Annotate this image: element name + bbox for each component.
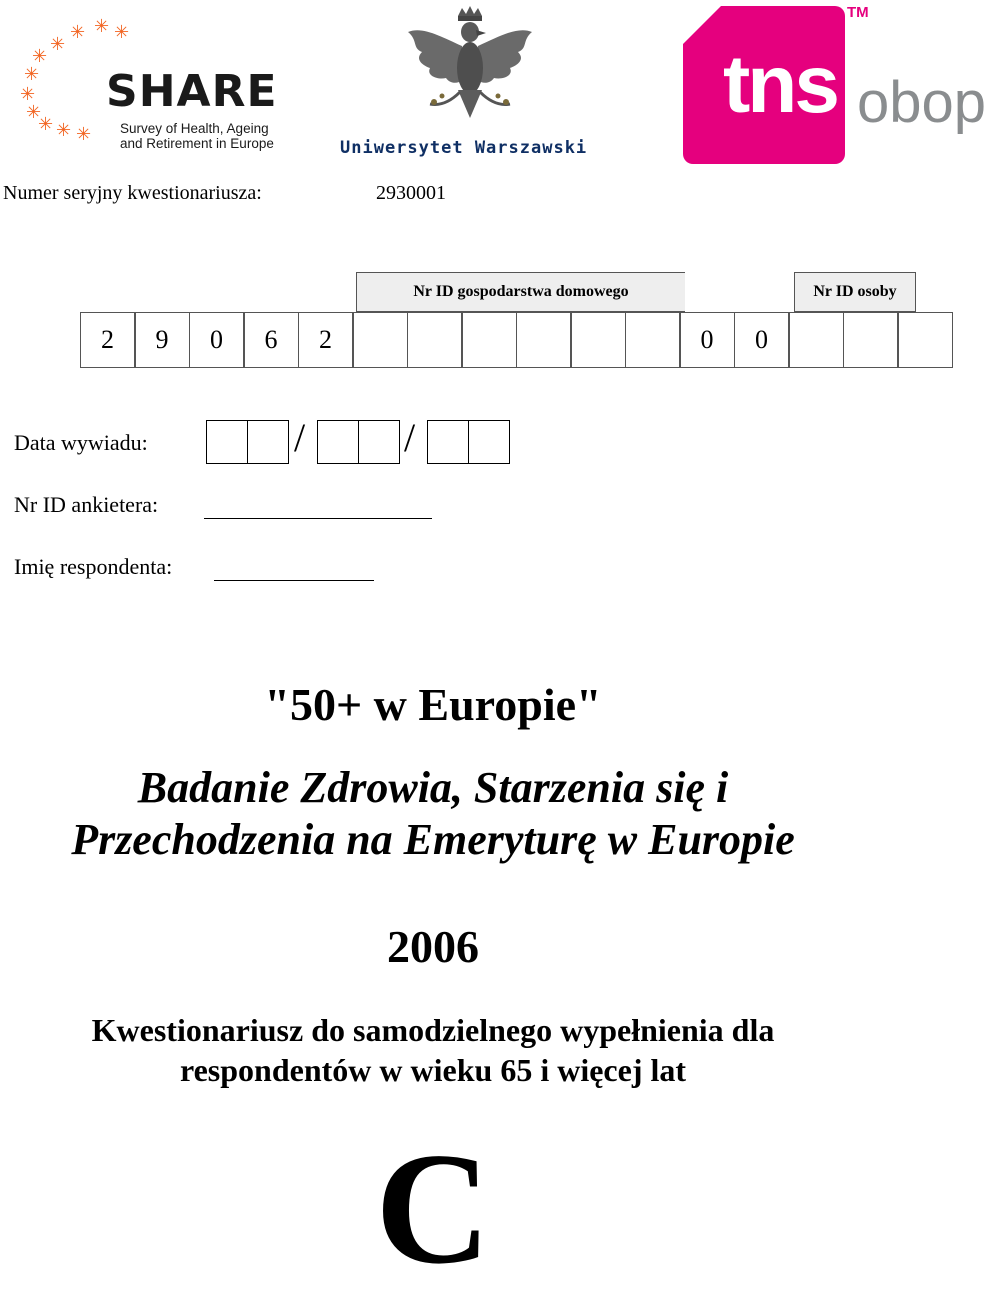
share-star-icon: ✳ bbox=[76, 124, 92, 145]
eagle-emblem-icon bbox=[400, 6, 540, 136]
share-subtitle bbox=[120, 121, 274, 151]
date-month-box-1[interactable] bbox=[317, 420, 359, 464]
date-year-box-2[interactable] bbox=[468, 420, 510, 464]
share-star-icon: ✳ bbox=[20, 84, 36, 105]
date-separator-2: / bbox=[404, 415, 416, 460]
questionnaire-form-letter: C bbox=[375, 1119, 491, 1297]
id-grid bbox=[80, 272, 916, 368]
interviewer-id-field[interactable] bbox=[204, 518, 432, 519]
id-cell-16[interactable] bbox=[898, 312, 953, 368]
share-wordmark: SHARE bbox=[106, 66, 278, 117]
tns-trademark: TM bbox=[847, 4, 869, 21]
tns-wordmark: tns bbox=[723, 39, 837, 130]
share-star-icon: ✳ bbox=[50, 34, 66, 55]
id-cell-10[interactable] bbox=[571, 312, 626, 368]
interview-date-label: Data wywiadu: bbox=[14, 430, 148, 455]
empty-header-cell bbox=[685, 272, 795, 312]
share-star-icon: ✳ bbox=[70, 22, 86, 43]
tns-obop-logo bbox=[683, 4, 986, 166]
share-star-icon: ✳ bbox=[32, 46, 48, 67]
id-cell-3[interactable]: 0 bbox=[189, 312, 244, 368]
date-separator-1: / bbox=[294, 415, 306, 460]
respondent-name-field[interactable] bbox=[214, 580, 374, 581]
id-cell-6[interactable] bbox=[353, 312, 408, 368]
share-star-icon: ✳ bbox=[114, 22, 130, 43]
household-id-header: Nr ID gospodarstwa domowego bbox=[356, 272, 686, 312]
share-star-icon: ✳ bbox=[38, 114, 54, 135]
questionnaire-description-line2: respondentów w wieku 65 i więcej lat bbox=[179, 1052, 687, 1088]
survey-subtitle-line2: Przechodzenia na Emeryturę w Europie bbox=[71, 815, 795, 864]
survey-year: 2006 bbox=[387, 921, 479, 972]
survey-title: "50+ w Europie" bbox=[264, 679, 602, 730]
id-cell-12[interactable]: 0 bbox=[680, 312, 735, 368]
serial-number-label: Numer seryjny kwestionariusza: bbox=[3, 182, 262, 204]
share-stars-icon bbox=[10, 16, 130, 148]
id-cell-8[interactable] bbox=[462, 312, 517, 368]
id-cell-1[interactable]: 2 bbox=[80, 312, 135, 368]
date-year-box-1[interactable] bbox=[427, 420, 469, 464]
share-subtitle-line1: Survey of Health, Ageing bbox=[120, 121, 269, 136]
id-cell-5[interactable]: 2 bbox=[298, 312, 353, 368]
share-star-icon: ✳ bbox=[94, 16, 110, 37]
id-cell-11[interactable] bbox=[625, 312, 680, 368]
id-cell-4[interactable]: 6 bbox=[244, 312, 299, 368]
id-cell-14[interactable] bbox=[789, 312, 844, 368]
interviewer-id-label: Nr ID ankietera: bbox=[14, 492, 159, 517]
questionnaire-description-line1: Kwestionariusz do samodzielnego wypełnienia dla bbox=[91, 1012, 775, 1048]
share-subtitle-line2: and Retirement in Europe bbox=[120, 136, 274, 151]
obop-wordmark: obop bbox=[857, 70, 986, 135]
id-cell-15[interactable] bbox=[843, 312, 898, 368]
person-id-header: Nr ID osoby bbox=[794, 272, 916, 312]
survey-subtitle-line1: Badanie Zdrowia, Starzenia się i bbox=[137, 763, 729, 812]
date-day-box-1[interactable] bbox=[206, 420, 248, 464]
id-cell-9[interactable] bbox=[516, 312, 571, 368]
share-logo bbox=[10, 16, 300, 151]
university-name: Uniwersytet Warszawski bbox=[340, 138, 588, 158]
respondent-name-label: Imię respondenta: bbox=[14, 554, 173, 579]
date-day-box-2[interactable] bbox=[247, 420, 289, 464]
id-cell-13[interactable]: 0 bbox=[734, 312, 789, 368]
id-cell-7[interactable] bbox=[407, 312, 462, 368]
share-star-icon: ✳ bbox=[56, 120, 72, 141]
tns-box-corner bbox=[683, 4, 723, 44]
id-cell-2[interactable]: 9 bbox=[135, 312, 190, 368]
serial-number-value: 2930001 bbox=[376, 182, 446, 204]
share-star-icon: ✳ bbox=[26, 102, 42, 123]
share-star-icon: ✳ bbox=[24, 64, 40, 85]
date-month-box-2[interactable] bbox=[358, 420, 400, 464]
